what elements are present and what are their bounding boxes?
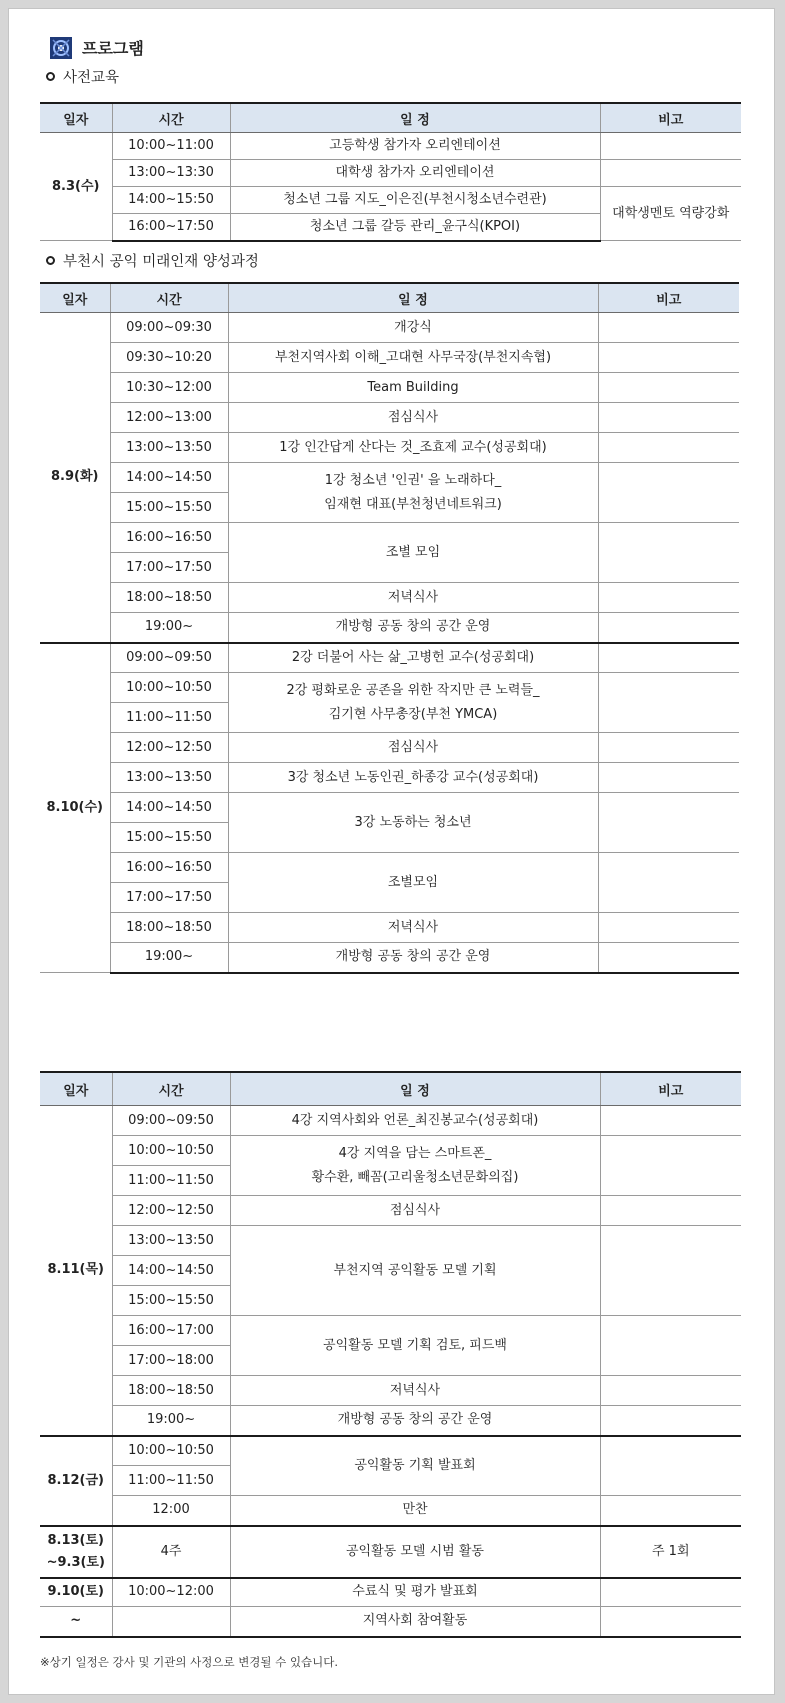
schedule-cell: 만찬 [230, 1496, 600, 1526]
note-cell [598, 583, 739, 613]
table-row [40, 403, 739, 433]
time-cell: 12:00~12:50 [110, 733, 228, 763]
time-cell: 16:00~17:00 [112, 1316, 230, 1346]
note-cell [598, 913, 739, 943]
note-cell [598, 943, 739, 973]
note-cell [598, 343, 739, 373]
time-cell: 13:00~13:50 [110, 433, 228, 463]
time-cell: 10:00~11:00 [112, 133, 230, 160]
page-heading [50, 36, 144, 59]
table-row [40, 133, 741, 160]
time-cell: 09:00~09:30 [110, 313, 228, 343]
program-logo-icon [50, 37, 72, 59]
table-row [40, 643, 739, 673]
schedule-cell: Team Building [228, 373, 598, 403]
training-table-1 [40, 282, 739, 974]
time-cell: 17:00~17:50 [110, 553, 228, 583]
note-cell [600, 133, 741, 160]
note-cell [600, 1607, 741, 1637]
page-title: 프로그램 [82, 39, 144, 58]
table-row [40, 1526, 741, 1578]
table-row [40, 313, 739, 343]
section2-heading [46, 250, 259, 271]
schedule-cell [230, 1136, 600, 1196]
note-cell [598, 433, 739, 463]
table-row [40, 1496, 741, 1526]
schedule-cell: 개방형 공동 창의 공간 운영 [228, 943, 598, 973]
time-cell: 09:00~09:50 [110, 643, 228, 673]
schedule-cell: 지역사회 참여활동 [230, 1607, 600, 1637]
note-cell [598, 463, 739, 523]
schedule-cell: 점심식사 [228, 733, 598, 763]
table-row [40, 1106, 741, 1136]
note-cell [598, 403, 739, 433]
header-time: 시간 [110, 283, 228, 313]
date-cell: 8.10(수) [40, 643, 110, 973]
schedule-cell: 청소년 그룹 지도_이은진(부천시청소년수련관) [230, 187, 600, 214]
time-cell: 13:00~13:50 [110, 763, 228, 793]
note-cell [598, 643, 739, 673]
time-cell: 10:00~10:50 [110, 673, 228, 703]
time-cell: 10:00~10:50 [112, 1436, 230, 1466]
header-date: 일자 [40, 283, 110, 313]
table-row [40, 1406, 741, 1436]
date-cell [40, 1526, 112, 1578]
schedule-cell: 부천지역 공익활동 모델 기획 [230, 1226, 600, 1316]
schedule-cell: 저녁식사 [230, 1376, 600, 1406]
schedule-cell: 3강 청소년 노동인권_하종강 교수(성공회대) [228, 763, 598, 793]
note-cell [600, 160, 741, 187]
note-cell [598, 673, 739, 733]
schedule-cell: 저녁식사 [228, 913, 598, 943]
time-cell: 16:00~16:50 [110, 523, 228, 553]
table-row [40, 1376, 741, 1406]
note-cell [598, 733, 739, 763]
note-cell [600, 1436, 741, 1496]
table-row [40, 1316, 741, 1346]
schedule-cell: 점심식사 [228, 403, 598, 433]
date-cell: 8.12(금) [40, 1436, 112, 1526]
time-cell: 16:00~17:50 [112, 214, 230, 241]
pre-education-table [40, 102, 741, 242]
note-cell [598, 613, 739, 643]
time-cell: 19:00~ [110, 613, 228, 643]
header-date: 일자 [40, 1072, 112, 1106]
table-row [40, 613, 739, 643]
table-row [40, 583, 739, 613]
schedule-cell: 개방형 공동 창의 공간 운영 [230, 1406, 600, 1436]
time-cell: 17:00~17:50 [110, 883, 228, 913]
schedule-cell: 공익활동 모델 기획 검토, 피드백 [230, 1316, 600, 1376]
header-note: 비고 [600, 1072, 741, 1106]
table-row [40, 1436, 741, 1466]
schedule-cell: 4강 지역사회와 언론_최진봉교수(성공회대) [230, 1106, 600, 1136]
training-table-2 [40, 1071, 741, 1638]
schedule-cell: 공익활동 모델 시범 활동 [230, 1526, 600, 1578]
time-cell: 17:00~18:00 [112, 1346, 230, 1376]
header-time: 시간 [112, 1072, 230, 1106]
schedule-cell: 공익활동 기획 발표회 [230, 1436, 600, 1496]
section1-title: 사전교육 [63, 70, 120, 86]
schedule-line: 임재현 대표(부천청년네트워크) [324, 496, 502, 512]
table-row [40, 1578, 741, 1607]
note-cell: 대학생멘토 역량강화 [600, 187, 741, 241]
schedule-line: 김기현 사무총장(부천 YMCA) [328, 706, 498, 722]
time-cell: 13:00~13:50 [112, 1226, 230, 1256]
schedule-line: 1강 청소년 '인권' 을 노래하다_ [324, 472, 502, 488]
time-cell: 14:00~14:50 [112, 1256, 230, 1286]
schedule-cell: 저녁식사 [228, 583, 598, 613]
time-cell: 11:00~11:50 [112, 1166, 230, 1196]
schedule-cell: 개강식 [228, 313, 598, 343]
schedule-cell: 점심식사 [230, 1196, 600, 1226]
footnote: ※상기 일정은 강사 및 기관의 사정으로 변경될 수 있습니다. [40, 1655, 339, 1669]
time-cell: 14:00~15:50 [112, 187, 230, 214]
schedule-cell: 조별모임 [228, 853, 598, 913]
header-note: 비고 [598, 283, 739, 313]
date-cell: 9.10(토) [40, 1578, 112, 1607]
time-cell: 11:00~11:50 [110, 703, 228, 733]
table-row [40, 463, 739, 493]
time-cell: 12:00~13:00 [110, 403, 228, 433]
date-cell: 8.3(수) [40, 133, 112, 241]
schedule-cell [228, 673, 598, 733]
note-cell [600, 1106, 741, 1136]
schedule-cell [228, 463, 598, 523]
circle-bullet-icon [46, 256, 55, 265]
schedule-cell: 청소년 그룹 갈등 관리_윤구식(KPOI) [230, 214, 600, 241]
time-cell: 19:00~ [110, 943, 228, 973]
time-cell: 14:00~14:50 [110, 793, 228, 823]
time-cell: 12:00~12:50 [112, 1196, 230, 1226]
date-cell: ~ [40, 1607, 112, 1637]
table-row [40, 763, 739, 793]
note-cell [600, 1578, 741, 1607]
schedule-cell: 부천지역사회 이해_고대현 사무국장(부천지속협) [228, 343, 598, 373]
table-row [40, 343, 739, 373]
table-row [40, 853, 739, 883]
note-cell [598, 763, 739, 793]
note-cell: 주 1회 [600, 1526, 741, 1578]
schedule-cell: 수료식 및 평가 발표회 [230, 1578, 600, 1607]
note-cell [598, 523, 739, 583]
table-row [40, 1196, 741, 1226]
table-row [40, 943, 739, 973]
header-note: 비고 [600, 103, 741, 133]
note-cell [600, 1496, 741, 1526]
header-schedule: 일 정 [228, 283, 598, 313]
time-cell: 18:00~18:50 [110, 583, 228, 613]
table-row [40, 1136, 741, 1166]
time-cell: 14:00~14:50 [110, 463, 228, 493]
time-cell: 09:00~09:50 [112, 1106, 230, 1136]
schedule-cell: 대학생 참가자 오리엔테이션 [230, 160, 600, 187]
time-cell: 13:00~13:30 [112, 160, 230, 187]
note-cell [600, 1316, 741, 1376]
note-cell [598, 313, 739, 343]
note-cell [598, 373, 739, 403]
note-cell [600, 1406, 741, 1436]
time-cell: 10:30~12:00 [110, 373, 228, 403]
date-line: 8.13(토) [47, 1532, 104, 1548]
date-line: ~9.3(토) [46, 1554, 105, 1570]
note-cell [600, 1136, 741, 1196]
note-cell [598, 853, 739, 913]
time-cell: 18:00~18:50 [112, 1376, 230, 1406]
time-cell: 16:00~16:50 [110, 853, 228, 883]
table-row [40, 187, 741, 214]
time-cell [112, 1607, 230, 1637]
table-row [40, 433, 739, 463]
time-cell: 15:00~15:50 [112, 1286, 230, 1316]
time-cell: 10:00~10:50 [112, 1136, 230, 1166]
time-cell: 15:00~15:50 [110, 823, 228, 853]
schedule-cell: 개방형 공동 창의 공간 운영 [228, 613, 598, 643]
header-schedule: 일 정 [230, 103, 600, 133]
table-row [40, 523, 739, 553]
schedule-line: 4강 지역을 담는 스마트폰_ [338, 1145, 492, 1161]
schedule-cell: 조별 모임 [228, 523, 598, 583]
table-row [40, 1226, 741, 1256]
note-cell [598, 793, 739, 853]
date-cell: 8.9(화) [40, 313, 110, 643]
time-cell: 4주 [112, 1526, 230, 1578]
table-row [40, 913, 739, 943]
schedule-cell: 2강 더불어 사는 삶_고병헌 교수(성공회대) [228, 643, 598, 673]
schedule-line: 2강 평화로운 공존을 위한 작지만 큰 노력들_ [286, 682, 540, 698]
table-row [40, 793, 739, 823]
note-cell [600, 1376, 741, 1406]
table-row [40, 160, 741, 187]
time-cell: 18:00~18:50 [110, 913, 228, 943]
header-time: 시간 [112, 103, 230, 133]
schedule-line: 황수환, 빼꼼(고리울청소년문화의집) [311, 1169, 519, 1185]
schedule-cell: 고등학생 참가자 오리엔테이션 [230, 133, 600, 160]
time-cell: 10:00~12:00 [112, 1578, 230, 1607]
header-date: 일자 [40, 103, 112, 133]
note-cell [600, 1226, 741, 1316]
table-row [40, 733, 739, 763]
table-row [40, 373, 739, 403]
circle-bullet-icon [46, 72, 55, 81]
time-cell: 15:00~15:50 [110, 493, 228, 523]
section1-heading [46, 66, 119, 87]
section2-title: 부천시 공익 미래인재 양성과정 [63, 254, 259, 270]
time-cell: 19:00~ [112, 1406, 230, 1436]
schedule-cell: 1강 인간답게 산다는 것_조효제 교수(성공회대) [228, 433, 598, 463]
time-cell: 11:00~11:50 [112, 1466, 230, 1496]
table-row [40, 1607, 741, 1637]
date-cell: 8.11(목) [40, 1106, 112, 1436]
header-schedule: 일 정 [230, 1072, 600, 1106]
time-cell: 12:00 [112, 1496, 230, 1526]
table-row [40, 673, 739, 703]
note-cell [600, 1196, 741, 1226]
schedule-cell: 3강 노동하는 청소년 [228, 793, 598, 853]
time-cell: 09:30~10:20 [110, 343, 228, 373]
